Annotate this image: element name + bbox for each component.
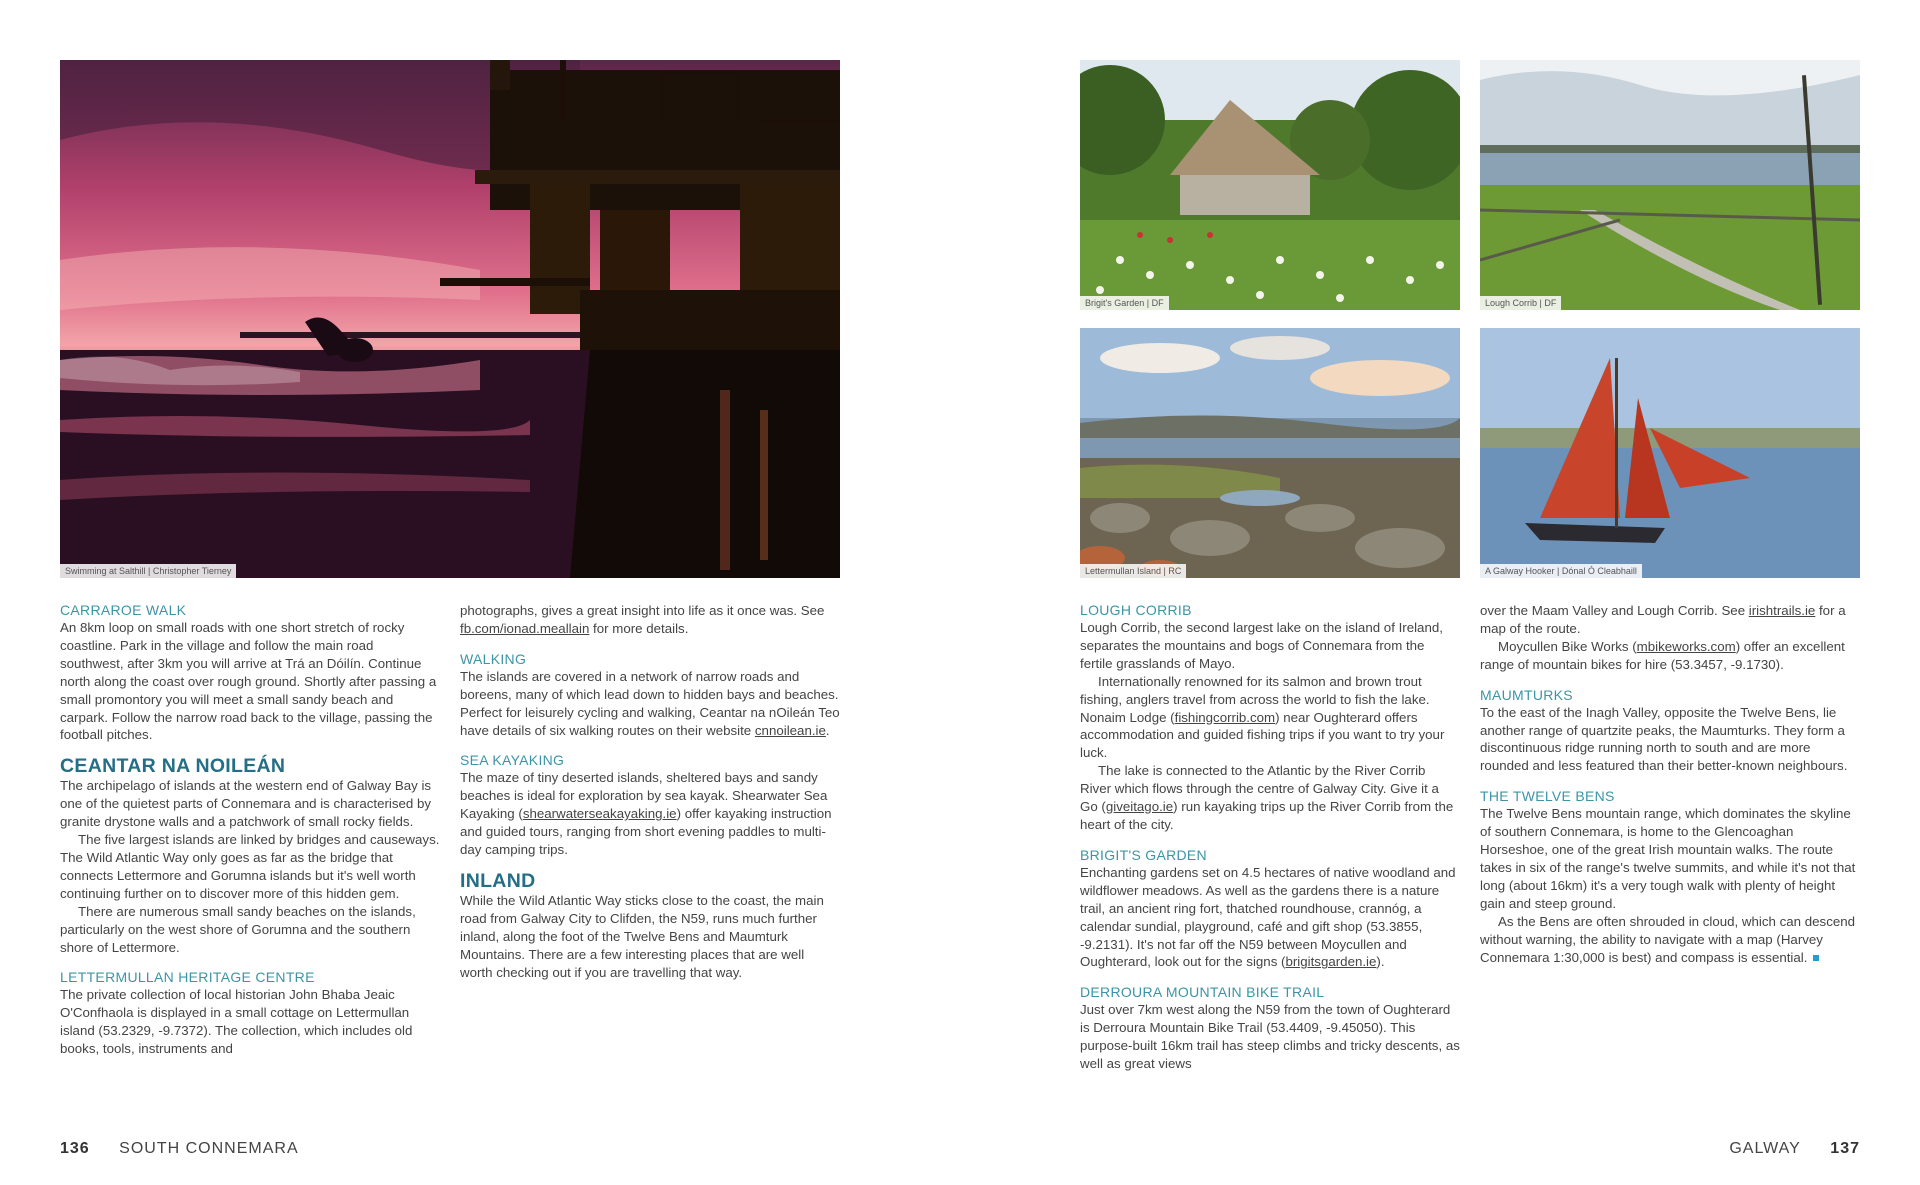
paragraph — [1480, 638, 1860, 674]
link-irishtrails[interactable]: irishtrails.ie — [1748, 603, 1816, 618]
right-column-1 — [1080, 602, 1460, 1073]
lake-landscape-image — [1480, 60, 1860, 310]
end-of-article-mark-icon — [1813, 955, 1819, 961]
text: ) offer kayaking instruction and guided tours, ranging from short evening paddles to multi-day camping trips. — [460, 806, 832, 858]
text: for more details. — [589, 620, 689, 636]
paragraph: Just over 7km west along the N59 from the town of Oughterard is Derroura Mountain Bike Trail (53.4409, -9.45050). This purpose-built 16km trail has steep climbs and tricky descents, as well as great views — [1080, 1002, 1460, 1072]
paragraph: While the Wild Atlantic Way sticks close to the coast, the main road from Galway City to Clifden, the N59, runs much further inland, along the foot of the Twelve Bens and Maumturk Mountains. There are a few interesting places that are well worth checking out if you are travelling that way. — [460, 892, 824, 980]
sailing-boat-image — [1480, 328, 1860, 578]
section-heading-carraroe: CARRAROE WALK — [60, 602, 187, 618]
photo-caption: Lettermullan Island | RC — [1080, 564, 1186, 578]
photo-caption: A Galway Hooker | Dónal Ó Cleabhaill — [1480, 564, 1642, 578]
right-column-2 — [1480, 602, 1860, 966]
paragraph — [1480, 602, 1860, 638]
running-head: GALWAY — [1729, 1140, 1801, 1157]
section-heading-sea-kayaking: SEA KAYAKING — [460, 752, 565, 769]
running-head: SOUTH CONNEMARA — [119, 1140, 299, 1157]
paragraph: An 8km loop on small roads with one short stretch of rocky coastline. Park in the village and follow the main road southwest, after 3km you will arrive at Trá an Dóilín. Continue north along the coast over rough ground. Shortly after passing a small promontory you will meet a small sandy beach and carpark. Follow the narrow road back to the village, passing the football pitches. — [60, 620, 437, 743]
left-column-2 — [460, 602, 840, 982]
paragraph: There are numerous small sandy beaches on the islands, particularly on the west shore of Gorumna and the southern shore of Lettermore. — [60, 903, 416, 955]
link-fishingcorrib[interactable]: fishingcorrib.com — [1174, 709, 1276, 725]
text: photographs, gives a great insight into life as it once was. See — [460, 603, 825, 618]
section-heading-maumturks: MAUMTURKS — [1480, 686, 1573, 703]
text: Moycullen Bike Works ( — [1498, 638, 1637, 654]
link-cnnoilean[interactable]: cnnoilean.ie — [754, 722, 826, 738]
paragraph: Lough Corrib, the second largest lake on the island of Ireland, separates the mountains and bogs of Connemara from the fertile grasslands of Mayo. — [1080, 620, 1443, 671]
text: ). — [1376, 954, 1385, 970]
section-heading-lettermullan: LETTERMULLAN HERITAGE CENTRE — [60, 969, 315, 986]
photo-caption: Lough Corrib | DF — [1480, 296, 1561, 310]
text: The maze of tiny deserted islands, sheltered bays and sandy beaches is ideal for exploration by sea kayak. Shearwater Sea Kayaking ( — [460, 770, 828, 822]
rocky-coast-image — [1080, 328, 1460, 578]
sunset-swimmer-image — [60, 60, 840, 578]
paragraph — [1080, 673, 1460, 763]
paragraph — [460, 602, 840, 638]
photo-swimming-salthill — [60, 60, 840, 578]
link-shearwater[interactable]: shearwaterseakayaking.ie — [522, 806, 677, 822]
link-giveitago[interactable]: giveitago.ie — [1105, 799, 1174, 815]
text: ) offer an excellent range of mountain bikes for hire (53.3457, -9.1730). — [1480, 638, 1845, 672]
page-number: 137 — [1830, 1140, 1860, 1157]
text: ) run kayaking trips up the River Corrib from the heart of the city. — [1080, 799, 1454, 832]
text: Enchanting gardens set on 4.5 hectares of native woodland and wildflower meadows. As well as the gardens there is a nature trail, an ancient ring fort, thatched roundhouse, crannóg, a calendar sundial, playground, café and gift shop (53.3855, -9.2131). It's not far off the N59 between Moycullen and Oughterard, look out for the signs ( — [1080, 864, 1456, 970]
paragraph — [460, 668, 840, 740]
paragraph: The archipelago of islands at the western end of Galway Bay is one of the quietest parts of Connemara and is characterised by granite drystone walls and a patchwork of small rocky fields. — [60, 778, 432, 830]
left-column-1 — [60, 602, 440, 1058]
right-folio — [1729, 1140, 1860, 1158]
photo-brigits-garden — [1080, 60, 1460, 310]
paragraph — [1080, 762, 1460, 834]
paragraph: The five largest islands are linked by bridges and causeways. The Wild Atlantic Way only goes as far as the bridge that connects Lettermore and Gorumna islands but it's well worth continuing further on to discover more of this hidden gem. — [60, 832, 440, 901]
section-heading-lough-corrib: LOUGH CORRIB — [1080, 602, 1192, 618]
paragraph: To the east of the Inagh Valley, opposite the Twelve Bens, lie another range of quartzite peaks, the Maumturks. They form a discontinuous ridge running north to south and are more rounded and less featured than their better-known neighbours. — [1480, 704, 1848, 774]
photo-caption: Brigit's Garden | DF — [1080, 296, 1169, 310]
paragraph — [1080, 864, 1460, 971]
paragraph: The Twelve Bens mountain range, which dominates the skyline of southern Connemara, is home to the Glencoaghan Horseshoe, one of the great Irish mountain walks. The route takes in six of the range's twelve summits, and while it's not that long (about 16km) it's a very tough walk with plenty of height gain and steep ground. — [1480, 806, 1856, 911]
paragraph — [1480, 913, 1860, 967]
photo-lettermullan-island — [1080, 328, 1460, 578]
page-number: 136 — [60, 1140, 90, 1157]
text: over the Maam Valley and Lough Corrib. See — [1480, 603, 1749, 618]
text: . — [825, 722, 830, 738]
garden-image — [1080, 60, 1460, 310]
photo-galway-hooker — [1480, 328, 1860, 578]
text: As the Bens are often shrouded in cloud, which can descend without warning, the ability to navigate with a map (Harvey Connemara 1:30,000 is best) and compass is essential. — [1480, 913, 1856, 965]
text: Internationally renowned for its salmon and brown trout fishing, anglers travel from across the world to fish the lake. Nonaim Lodge ( — [1080, 673, 1430, 725]
paragraph: The private collection of local historian John Bhaba Jeaic O'Confhaola is displayed in a small cottage on Lettermullan island (53.2329, -9.7372). The collection, which includes old books, tools, instruments and — [60, 987, 413, 1057]
paragraph — [460, 769, 840, 859]
section-heading-twelve-bens: THE TWELVE BENS — [1480, 788, 1615, 805]
text: The lake is connected to the Atlantic by the River Corrib River which flows through the centre of Galway City. Give it a Go ( — [1080, 763, 1439, 815]
link-mbikeworks[interactable]: mbikeworks.com — [1636, 638, 1736, 654]
text: ) near Oughterard offers accommodation and guided fishing trips if you want to try your luck. — [1080, 709, 1445, 761]
section-title-ceantar: CEANTAR NA NOILEÁN — [60, 755, 286, 778]
photo-caption: Swimming at Salthill | Christopher Tierney — [60, 564, 236, 578]
section-heading-brigits-garden: BRIGIT'S GARDEN — [1080, 846, 1207, 863]
section-heading-derroura: DERROURA MOUNTAIN BIKE TRAIL — [1080, 984, 1325, 1001]
link-ionad-meallain[interactable]: fb.com/ionad.meallain — [460, 620, 590, 636]
photo-lough-corrib — [1480, 60, 1860, 310]
link-brigitsgarden[interactable]: brigitsgarden.ie — [1285, 954, 1377, 970]
section-heading-walking: WALKING — [460, 650, 527, 667]
section-title-inland: INLAND — [460, 869, 536, 892]
text: for a map of the route. — [1480, 603, 1846, 636]
text: The islands are covered in a network of narrow roads and boreens, many of which lead down to hidden bays and beaches. Perfect for leisurely cycling and walking, Ceantar na nOileán Teo have details of six walking routes on their website — [460, 668, 840, 738]
left-folio — [60, 1140, 299, 1158]
